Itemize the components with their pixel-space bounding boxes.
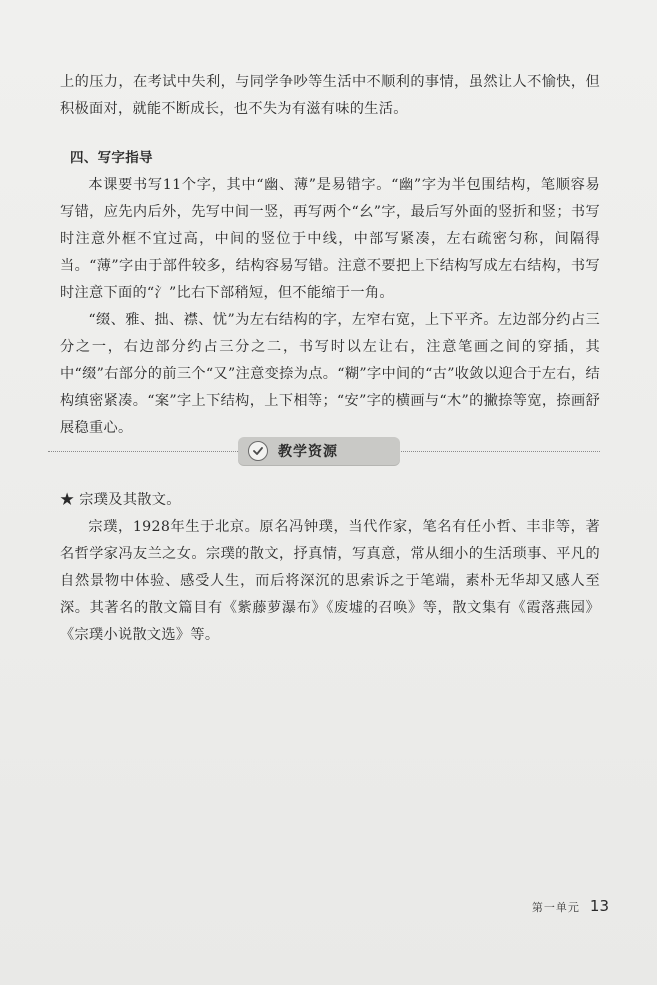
intro-paragraph: 上的压力，在考试中失利，与同学争吵等生活中不顺利的事情，虽然让人不愉快，但积极面对，就能不断成长，也不失为有滋有味的生活。 [60,74,600,117]
writing-guide-paragraph-1: 本课要书写11个字，其中“幽、薄”是易错字。“幽”字为半包围结构，笔顺容易写错，应先内后外，先写中间一竖，再写两个“幺”字，最后写外面的竖折和竖；书写时注意外框不宜过高，中间的竖位于中线，中部写紧凑，左右疏密匀称，间隔得当。“薄”字由于部件较多，结构容易写错。注意不要把上下结构写成左右结构，书写时注意下面的“氵”比右下部稍短，但不能缩于一角。 [60,177,600,301]
writing-guide-paragraph-2: “缀、雅、拙、襟、忧”为左右结构的字，左窄右宽，上下平齐。左边部分约占三分之一，右边部分约占三分之二，书写时以左让右，注意笔画之间的穿插，其中“缀”右部分的前三个“又”注意变捺为点。“糊”字中间的“古”收敛以迎合于左右，结构缜密紧凑。“案”字上下结构，上下相等；“安”字的横画与“木”的撇捺等宽，捺画舒展稳重心。 [60,312,600,436]
resource-item-title: ★ 宗璞及其散文。 [60,492,181,508]
page-footer [532,897,609,915]
teaching-resources-banner [48,437,600,467]
resource-paragraph: 宗璞，1928年生于北京。原名冯钟璞，当代作家，笔名有任小哲、丰非等，著名哲学家冯友兰之女。宗璞的散文，抒真情，写真意，常从细小的生活琐事、平凡的自然景物中体验、感受人生，而后将深沉的思索诉之于笔端，素朴无华却又感人至深。其著名的散文篇目有《紫藤萝瀑布》《废墟的召唤》等，散文集有《霞落燕园》《宗璞小说散文选》等。 [60,519,600,643]
writing-guide-section [60,145,600,442]
page-number: 13 [589,897,609,915]
check-circle-icon [248,441,268,461]
banner-title: 教学资源 [278,444,338,460]
intro-text [60,69,600,123]
banner-tab [238,437,400,465]
resources-section [60,487,600,649]
section-heading-writing-guide: 四、写字指导 [70,150,153,166]
unit-label: 第一单元 [531,901,580,914]
